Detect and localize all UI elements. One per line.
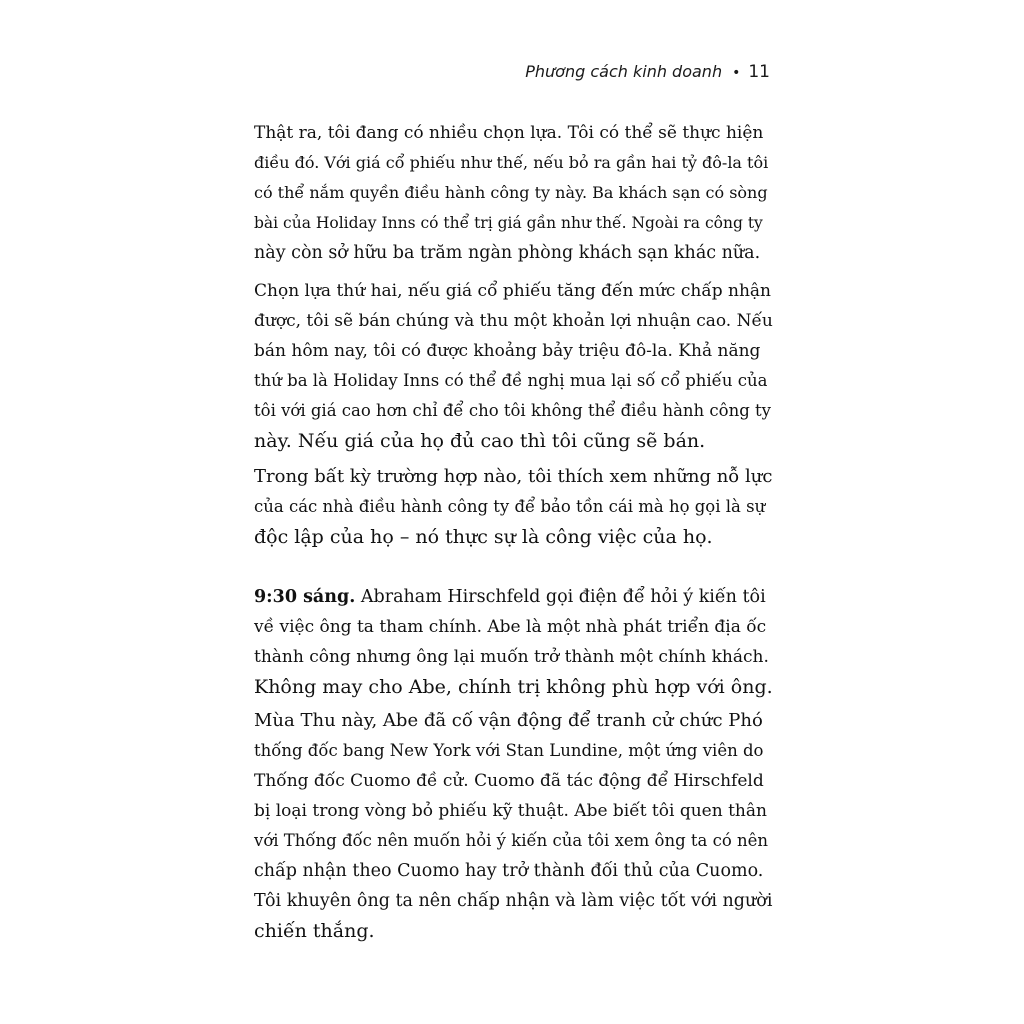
text-line: Tôi khuyên ông ta nên chấp nhận và làm việc tốt với người xyxy=(254,891,773,911)
text-line: tôi với giá cao hơn chỉ để cho tôi không thể điều hành công ty xyxy=(254,401,771,420)
text-line-rest: Abraham Hirschfeld gọi điện để hỏi ý kiến tôi xyxy=(355,587,766,607)
paragraph-4 xyxy=(254,582,774,702)
text-line: độc lập của họ – nó thực sự là công việc của họ. xyxy=(254,526,713,548)
text-line: chiến thắng. xyxy=(254,920,375,942)
text-line: bị loại trong vòng bỏ phiếu kỹ thuật. Abe biết tôi quen thân xyxy=(254,801,767,821)
text-line: này. Nếu giá của họ đủ cao thì tôi cũng sẽ bán. xyxy=(254,430,706,452)
paragraph-5 xyxy=(254,706,774,946)
text-line: bài của Holiday Inns có thể trị giá gần như thế. Ngoài ra công ty xyxy=(254,214,763,232)
text-line: Không may cho Abe, chính trị không phù hợp với ông. xyxy=(254,676,773,698)
text-line: về việc ông ta tham chính. Abe là một nhà phát triển địa ốc xyxy=(254,617,767,637)
text-line: thống đốc bang New York với Stan Lundine, một ứng viên do xyxy=(254,741,764,760)
text-line: điều đó. Với giá cổ phiếu như thế, nếu bỏ ra gần hai tỷ đô-la tôi xyxy=(254,153,769,172)
header-separator: • xyxy=(732,65,741,81)
text-line: có thể nắm quyền điều hành công ty này. Ba khách sạn có sòng xyxy=(254,183,768,202)
time-label: 9:30 sáng. xyxy=(254,587,356,607)
text-line: thứ ba là Holiday Inns có thể đề nghị mua lại số cổ phiếu của xyxy=(254,371,768,390)
text-line: với Thống đốc nên muốn hỏi ý kiến của tôi xem ông ta có nên xyxy=(254,831,769,850)
running-header xyxy=(525,62,770,82)
chapter-title: Phương cách kinh doanh xyxy=(525,62,723,81)
paragraph-1 xyxy=(254,118,774,268)
paragraph-3 xyxy=(254,462,774,552)
text-line: Chọn lựa thứ hai, nếu giá cổ phiếu tăng đến mức chấp nhận xyxy=(254,281,771,301)
text-line xyxy=(254,582,774,612)
text-line: bán hôm nay, tôi có được khoảng bảy triệu đô-la. Khả năng xyxy=(254,341,761,361)
text-line: Trong bất kỳ trường hợp nào, tôi thích xem những nỗ lực xyxy=(254,466,773,487)
text-line: được, tôi sẽ bán chúng và thu một khoản lợi nhuận cao. Nếu xyxy=(254,311,773,331)
text-line: Mùa Thu này, Abe đã cố vận động để tranh cử chức Phó xyxy=(254,710,763,731)
text-line: chấp nhận theo Cuomo hay trở thành đối thủ của Cuomo. xyxy=(254,861,764,881)
text-line: thành công nhưng ông lại muốn trở thành một chính khách. xyxy=(254,647,769,667)
text-line: Thống đốc Cuomo đề cử. Cuomo đã tác động để Hirschfeld xyxy=(254,771,764,791)
text-line: Thật ra, tôi đang có nhiều chọn lựa. Tôi có thể sẽ thực hiện xyxy=(254,123,764,143)
text-line: của các nhà điều hành công ty để bảo tồn cái mà họ gọi là sự xyxy=(254,497,766,516)
text-line: này còn sở hữu ba trăm ngàn phòng khách sạn khác nữa. xyxy=(254,243,761,263)
paragraph-2 xyxy=(254,276,774,456)
page-number: 11 xyxy=(748,62,770,82)
